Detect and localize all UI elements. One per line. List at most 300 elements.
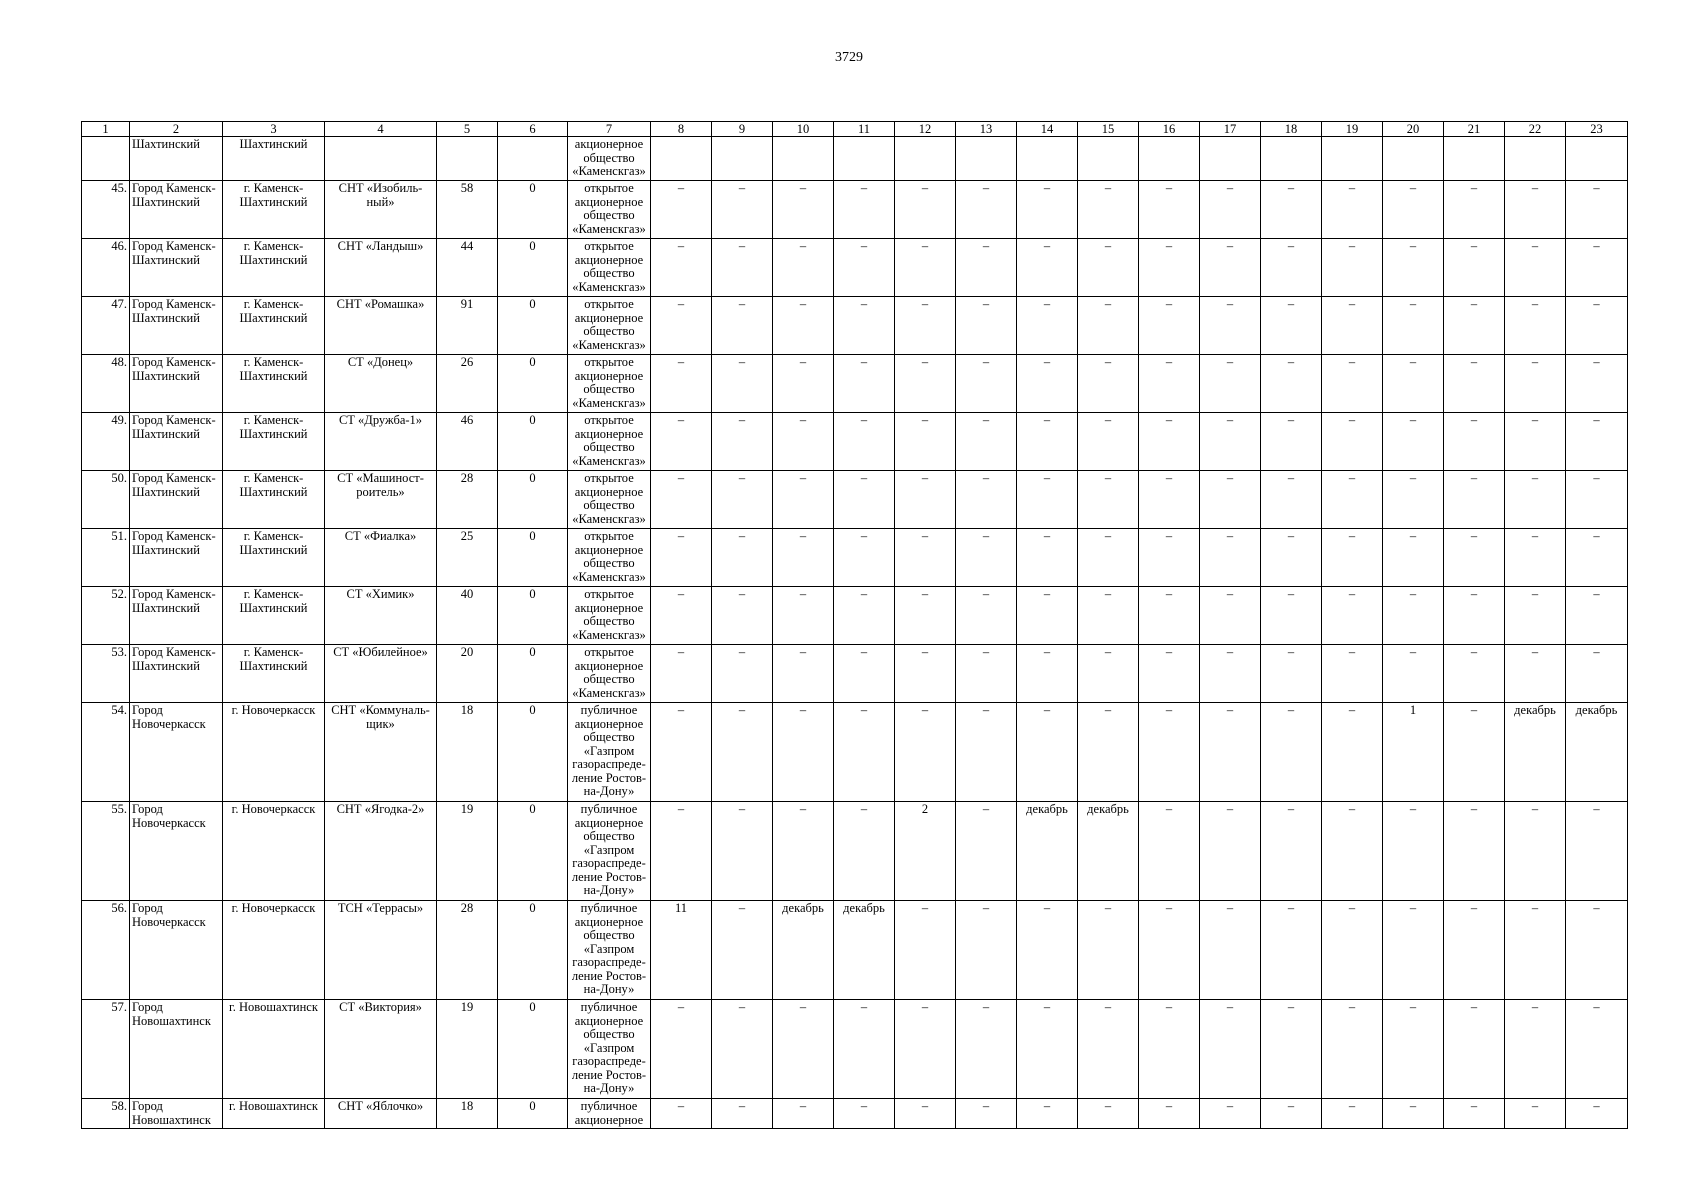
cell-col-22: декабрь bbox=[1505, 703, 1566, 802]
cell-col-16: – bbox=[1139, 901, 1200, 1000]
cell-col-22: – bbox=[1505, 413, 1566, 471]
cell-col-12: – bbox=[895, 355, 956, 413]
cell-col-15: декабрь bbox=[1078, 802, 1139, 901]
cell-col-12: 2 bbox=[895, 802, 956, 901]
cell-col-5: 26 bbox=[437, 355, 498, 413]
cell-col-6 bbox=[498, 137, 568, 181]
cell-col-23: – bbox=[1566, 901, 1628, 1000]
cell-col-1: 46. bbox=[82, 239, 130, 297]
cell-col-12: – bbox=[895, 181, 956, 239]
cell-col-8: – bbox=[651, 239, 712, 297]
cell-col-1: 53. bbox=[82, 645, 130, 703]
cell-col-5 bbox=[437, 137, 498, 181]
cell-col-17: – bbox=[1200, 1099, 1261, 1129]
cell-col-20: – bbox=[1383, 645, 1444, 703]
cell-col-23: – bbox=[1566, 355, 1628, 413]
cell-col-10: – bbox=[773, 703, 834, 802]
cell-col-13: – bbox=[956, 587, 1017, 645]
cell-col-5: 19 bbox=[437, 1000, 498, 1099]
cell-col-18: – bbox=[1261, 355, 1322, 413]
cell-col-9: – bbox=[712, 802, 773, 901]
cell-col-16: – bbox=[1139, 703, 1200, 802]
cell-col-12 bbox=[895, 137, 956, 181]
cell-col-5: 58 bbox=[437, 181, 498, 239]
cell-col-21: – bbox=[1444, 529, 1505, 587]
cell-col-20: – bbox=[1383, 1000, 1444, 1099]
cell-col-21: – bbox=[1444, 802, 1505, 901]
cell-col-14: – bbox=[1017, 413, 1078, 471]
cell-col-17: – bbox=[1200, 901, 1261, 1000]
cell-col-11: – bbox=[834, 645, 895, 703]
cell-col-21: – bbox=[1444, 645, 1505, 703]
column-number-15: 15 bbox=[1078, 122, 1139, 137]
cell-col-2: Город Каменск-Шахтинский bbox=[130, 645, 223, 703]
cell-col-13: – bbox=[956, 1099, 1017, 1129]
cell-col-7: открытое акционерное общество «Каменскгаз» bbox=[568, 587, 651, 645]
cell-col-4: СТ «Фиалка» bbox=[325, 529, 437, 587]
cell-col-10: – bbox=[773, 297, 834, 355]
cell-col-18: – bbox=[1261, 297, 1322, 355]
cell-col-16: – bbox=[1139, 355, 1200, 413]
cell-col-6: 0 bbox=[498, 181, 568, 239]
cell-col-19: – bbox=[1322, 181, 1383, 239]
cell-col-15: – bbox=[1078, 1000, 1139, 1099]
cell-col-2: Город Каменск-Шахтинский bbox=[130, 181, 223, 239]
cell-col-4: СТ «Химик» bbox=[325, 587, 437, 645]
cell-col-4 bbox=[325, 137, 437, 181]
cell-col-15: – bbox=[1078, 703, 1139, 802]
cell-col-7: открытое акционерное общество «Каменскгаз» bbox=[568, 529, 651, 587]
cell-col-13: – bbox=[956, 239, 1017, 297]
column-number-23: 23 bbox=[1566, 122, 1628, 137]
cell-col-12: – bbox=[895, 587, 956, 645]
cell-col-10: – bbox=[773, 181, 834, 239]
cell-col-10: – bbox=[773, 355, 834, 413]
cell-col-8: – bbox=[651, 529, 712, 587]
cell-col-13: – bbox=[956, 529, 1017, 587]
cell-col-8: – bbox=[651, 413, 712, 471]
cell-col-2: Город Новочеркасск bbox=[130, 703, 223, 802]
cell-col-18: – bbox=[1261, 239, 1322, 297]
cell-col-7: открытое акционерное общество «Каменскгаз» bbox=[568, 471, 651, 529]
cell-col-9: – bbox=[712, 297, 773, 355]
cell-col-13: – bbox=[956, 703, 1017, 802]
cell-col-9: – bbox=[712, 1000, 773, 1099]
table-row bbox=[82, 529, 1628, 587]
cell-col-3: г. Новошахтинск bbox=[223, 1000, 325, 1099]
cell-col-23: – bbox=[1566, 239, 1628, 297]
cell-col-4: СТ «Виктория» bbox=[325, 1000, 437, 1099]
cell-col-15: – bbox=[1078, 413, 1139, 471]
cell-col-20: – bbox=[1383, 355, 1444, 413]
cell-col-10: – bbox=[773, 471, 834, 529]
column-number-18: 18 bbox=[1261, 122, 1322, 137]
cell-col-8: – bbox=[651, 1099, 712, 1129]
cell-col-20: – bbox=[1383, 239, 1444, 297]
cell-col-2: Город Каменск-Шахтинский bbox=[130, 239, 223, 297]
cell-col-17: – bbox=[1200, 529, 1261, 587]
cell-col-15: – bbox=[1078, 1099, 1139, 1129]
table-row bbox=[82, 802, 1628, 901]
cell-col-14: – bbox=[1017, 645, 1078, 703]
cell-col-19: – bbox=[1322, 901, 1383, 1000]
cell-col-14: – bbox=[1017, 587, 1078, 645]
cell-col-17: – bbox=[1200, 181, 1261, 239]
cell-col-15: – bbox=[1078, 297, 1139, 355]
cell-col-14: декабрь bbox=[1017, 802, 1078, 901]
cell-col-9: – bbox=[712, 413, 773, 471]
cell-col-19: – bbox=[1322, 471, 1383, 529]
cell-col-21: – bbox=[1444, 239, 1505, 297]
cell-col-18: – bbox=[1261, 703, 1322, 802]
cell-col-7: публичное акционерное общество «Газпром газораспреде-ление Ростов-на-Дону» bbox=[568, 901, 651, 1000]
cell-col-4: СНТ «Изобиль-ный» bbox=[325, 181, 437, 239]
cell-col-17: – bbox=[1200, 239, 1261, 297]
cell-col-10: декабрь bbox=[773, 901, 834, 1000]
cell-col-18: – bbox=[1261, 645, 1322, 703]
cell-col-13: – bbox=[956, 181, 1017, 239]
cell-col-18: – bbox=[1261, 181, 1322, 239]
cell-col-14: – bbox=[1017, 471, 1078, 529]
cell-col-2: Город Новочеркасск bbox=[130, 901, 223, 1000]
column-number-21: 21 bbox=[1444, 122, 1505, 137]
cell-col-7: публичное акционерное общество «Газпром газораспреде-ление Ростов-на-Дону» bbox=[568, 1000, 651, 1099]
column-number-6: 6 bbox=[498, 122, 568, 137]
cell-col-22: – bbox=[1505, 239, 1566, 297]
cell-col-14 bbox=[1017, 137, 1078, 181]
cell-col-15: – bbox=[1078, 239, 1139, 297]
continuation-row bbox=[82, 137, 1628, 181]
cell-col-2: Город Каменск-Шахтинский bbox=[130, 587, 223, 645]
cell-col-10: – bbox=[773, 413, 834, 471]
cell-col-6: 0 bbox=[498, 802, 568, 901]
cell-col-10: – bbox=[773, 1000, 834, 1099]
cell-col-23: – bbox=[1566, 1000, 1628, 1099]
table-row bbox=[82, 645, 1628, 703]
cell-col-14: – bbox=[1017, 297, 1078, 355]
column-number-4: 4 bbox=[325, 122, 437, 137]
cell-col-19: – bbox=[1322, 703, 1383, 802]
cell-col-8: – bbox=[651, 297, 712, 355]
cell-col-5: 28 bbox=[437, 901, 498, 1000]
cell-col-3: г. Каменск-Шахтинский bbox=[223, 413, 325, 471]
cell-col-16: – bbox=[1139, 802, 1200, 901]
cell-col-9: – bbox=[712, 901, 773, 1000]
cell-col-16: – bbox=[1139, 181, 1200, 239]
cell-col-7: открытое акционерное общество «Каменскгаз» bbox=[568, 645, 651, 703]
cell-col-19: – bbox=[1322, 413, 1383, 471]
cell-col-1: 50. bbox=[82, 471, 130, 529]
cell-col-2: Город Новошахтинск bbox=[130, 1099, 223, 1129]
cell-col-22: – bbox=[1505, 901, 1566, 1000]
cell-col-14: – bbox=[1017, 239, 1078, 297]
column-number-17: 17 bbox=[1200, 122, 1261, 137]
cell-col-3: г. Новошахтинск bbox=[223, 1099, 325, 1129]
cell-col-17: – bbox=[1200, 413, 1261, 471]
cell-col-16: – bbox=[1139, 1099, 1200, 1129]
cell-col-14: – bbox=[1017, 703, 1078, 802]
cell-col-7: публичное акционерное общество «Газпром газораспреде-ление Ростов-на-Дону» bbox=[568, 703, 651, 802]
table-row bbox=[82, 413, 1628, 471]
cell-col-10: – bbox=[773, 1099, 834, 1129]
cell-col-17: – bbox=[1200, 297, 1261, 355]
cell-col-8: – bbox=[651, 802, 712, 901]
cell-col-4: СНТ «Ромашка» bbox=[325, 297, 437, 355]
cell-col-2: Город Каменск-Шахтинский bbox=[130, 529, 223, 587]
cell-col-13 bbox=[956, 137, 1017, 181]
cell-col-21: – bbox=[1444, 413, 1505, 471]
cell-col-4: СНТ «Яблочко» bbox=[325, 1099, 437, 1129]
cell-col-20: – bbox=[1383, 471, 1444, 529]
cell-col-1: 57. bbox=[82, 1000, 130, 1099]
cell-col-5: 91 bbox=[437, 297, 498, 355]
column-number-14: 14 bbox=[1017, 122, 1078, 137]
cell-col-2: Город Каменск-Шахтинский bbox=[130, 413, 223, 471]
cell-col-8 bbox=[651, 137, 712, 181]
cell-col-14: – bbox=[1017, 1099, 1078, 1129]
cell-col-11: декабрь bbox=[834, 901, 895, 1000]
cell-col-16: – bbox=[1139, 297, 1200, 355]
cell-col-4: СТ «Донец» bbox=[325, 355, 437, 413]
cell-col-7: акционерное общество «Каменскгаз» bbox=[568, 137, 651, 181]
cell-col-9: – bbox=[712, 239, 773, 297]
cell-col-8: – bbox=[651, 471, 712, 529]
cell-col-23: – bbox=[1566, 645, 1628, 703]
cell-col-6: 0 bbox=[498, 297, 568, 355]
cell-col-20: – bbox=[1383, 1099, 1444, 1129]
cell-col-11: – bbox=[834, 181, 895, 239]
cell-col-3: г. Каменск-Шахтинский bbox=[223, 587, 325, 645]
table-row bbox=[82, 703, 1628, 802]
cell-col-8: – bbox=[651, 1000, 712, 1099]
cell-col-18: – bbox=[1261, 901, 1322, 1000]
column-number-20: 20 bbox=[1383, 122, 1444, 137]
cell-col-11: – bbox=[834, 471, 895, 529]
cell-col-6: 0 bbox=[498, 645, 568, 703]
cell-col-5: 18 bbox=[437, 703, 498, 802]
cell-col-23: – bbox=[1566, 802, 1628, 901]
cell-col-16: – bbox=[1139, 529, 1200, 587]
cell-col-8: – bbox=[651, 587, 712, 645]
table-row bbox=[82, 901, 1628, 1000]
cell-col-3: г. Каменск-Шахтинский bbox=[223, 645, 325, 703]
cell-col-14: – bbox=[1017, 181, 1078, 239]
column-number-22: 22 bbox=[1505, 122, 1566, 137]
cell-col-11: – bbox=[834, 297, 895, 355]
cell-col-18: – bbox=[1261, 802, 1322, 901]
column-number-11: 11 bbox=[834, 122, 895, 137]
cell-col-6: 0 bbox=[498, 355, 568, 413]
cell-col-16: – bbox=[1139, 239, 1200, 297]
cell-col-20: – bbox=[1383, 901, 1444, 1000]
cell-col-21: – bbox=[1444, 297, 1505, 355]
cell-col-18: – bbox=[1261, 587, 1322, 645]
table-row bbox=[82, 355, 1628, 413]
cell-col-1: 55. bbox=[82, 802, 130, 901]
cell-col-11: – bbox=[834, 703, 895, 802]
cell-col-11: – bbox=[834, 355, 895, 413]
cell-col-17: – bbox=[1200, 1000, 1261, 1099]
cell-col-19: – bbox=[1322, 1099, 1383, 1129]
page-number: 3729 bbox=[835, 50, 863, 65]
column-number-3: 3 bbox=[223, 122, 325, 137]
cell-col-2: Город Новошахтинск bbox=[130, 1000, 223, 1099]
cell-col-12: – bbox=[895, 645, 956, 703]
cell-col-8: 11 bbox=[651, 901, 712, 1000]
cell-col-19: – bbox=[1322, 645, 1383, 703]
cell-col-3: г. Каменск-Шахтинский bbox=[223, 239, 325, 297]
cell-col-13: – bbox=[956, 901, 1017, 1000]
cell-col-22: – bbox=[1505, 1000, 1566, 1099]
column-number-5: 5 bbox=[437, 122, 498, 137]
column-number-13: 13 bbox=[956, 122, 1017, 137]
column-number-12: 12 bbox=[895, 122, 956, 137]
column-number-header-row bbox=[82, 122, 1628, 137]
cell-col-13: – bbox=[956, 645, 1017, 703]
cell-col-18: – bbox=[1261, 471, 1322, 529]
cell-col-10: – bbox=[773, 645, 834, 703]
cell-col-13: – bbox=[956, 297, 1017, 355]
cell-col-2: Город Каменск-Шахтинский bbox=[130, 297, 223, 355]
cell-col-11: – bbox=[834, 1000, 895, 1099]
cell-col-9 bbox=[712, 137, 773, 181]
cell-col-21 bbox=[1444, 137, 1505, 181]
cell-col-6: 0 bbox=[498, 529, 568, 587]
cell-col-21: – bbox=[1444, 901, 1505, 1000]
cell-col-21: – bbox=[1444, 1099, 1505, 1129]
cell-col-6: 0 bbox=[498, 587, 568, 645]
table-row bbox=[82, 297, 1628, 355]
cell-col-23: – bbox=[1566, 587, 1628, 645]
cell-col-20: – bbox=[1383, 802, 1444, 901]
cell-col-22: – bbox=[1505, 587, 1566, 645]
cell-col-9: – bbox=[712, 645, 773, 703]
cell-col-8: – bbox=[651, 355, 712, 413]
cell-col-7: открытое акционерное общество «Каменскгаз» bbox=[568, 181, 651, 239]
cell-col-7: открытое акционерное общество «Каменскгаз» bbox=[568, 413, 651, 471]
cell-col-4: СТ «Машиност-роитель» bbox=[325, 471, 437, 529]
cell-col-15: – bbox=[1078, 355, 1139, 413]
table-row bbox=[82, 1000, 1628, 1099]
cell-col-5: 46 bbox=[437, 413, 498, 471]
cell-col-19 bbox=[1322, 137, 1383, 181]
cell-col-17: – bbox=[1200, 802, 1261, 901]
cell-col-21: – bbox=[1444, 1000, 1505, 1099]
cell-col-21: – bbox=[1444, 181, 1505, 239]
cell-col-16: – bbox=[1139, 413, 1200, 471]
cell-col-15: – bbox=[1078, 529, 1139, 587]
cell-col-2: Город Каменск-Шахтинский bbox=[130, 471, 223, 529]
cell-col-15: – bbox=[1078, 181, 1139, 239]
cell-col-12: – bbox=[895, 529, 956, 587]
cell-col-7: открытое акционерное общество «Каменскгаз» bbox=[568, 355, 651, 413]
cell-col-15: – bbox=[1078, 645, 1139, 703]
cell-col-19: – bbox=[1322, 587, 1383, 645]
cell-col-6: 0 bbox=[498, 703, 568, 802]
cell-col-6: 0 bbox=[498, 471, 568, 529]
column-number-1: 1 bbox=[82, 122, 130, 137]
cell-col-9: – bbox=[712, 1099, 773, 1129]
cell-col-21: – bbox=[1444, 703, 1505, 802]
cell-col-21: – bbox=[1444, 471, 1505, 529]
cell-col-12: – bbox=[895, 239, 956, 297]
cell-col-18: – bbox=[1261, 413, 1322, 471]
cell-col-6: 0 bbox=[498, 901, 568, 1000]
cell-col-8: – bbox=[651, 181, 712, 239]
cell-col-8: – bbox=[651, 703, 712, 802]
cell-col-19: – bbox=[1322, 355, 1383, 413]
cell-col-6: 0 bbox=[498, 1099, 568, 1129]
cell-col-18 bbox=[1261, 137, 1322, 181]
cell-col-1: 45. bbox=[82, 181, 130, 239]
cell-col-3: г. Новочеркасск bbox=[223, 901, 325, 1000]
cell-col-5: 20 bbox=[437, 645, 498, 703]
cell-col-4: СНТ «Ландыш» bbox=[325, 239, 437, 297]
cell-col-14: – bbox=[1017, 355, 1078, 413]
cell-col-7: открытое акционерное общество «Каменскгаз» bbox=[568, 297, 651, 355]
cell-col-14: – bbox=[1017, 1000, 1078, 1099]
cell-col-17: – bbox=[1200, 645, 1261, 703]
cell-col-3: г. Каменск-Шахтинский bbox=[223, 471, 325, 529]
cell-col-4: ТСН «Террасы» bbox=[325, 901, 437, 1000]
cell-col-12: – bbox=[895, 471, 956, 529]
cell-col-15: – bbox=[1078, 587, 1139, 645]
cell-col-20 bbox=[1383, 137, 1444, 181]
cell-col-10: – bbox=[773, 802, 834, 901]
cell-col-18: – bbox=[1261, 1099, 1322, 1129]
cell-col-7: открытое акционерное общество «Каменскгаз» bbox=[568, 239, 651, 297]
cell-col-13: – bbox=[956, 1000, 1017, 1099]
cell-col-3: г. Новочеркасск bbox=[223, 802, 325, 901]
cell-col-1: 47. bbox=[82, 297, 130, 355]
cell-col-2: Шахтинский bbox=[130, 137, 223, 181]
cell-col-23: – bbox=[1566, 181, 1628, 239]
cell-col-22: – bbox=[1505, 355, 1566, 413]
cell-col-4: СТ «Дружба-1» bbox=[325, 413, 437, 471]
cell-col-9: – bbox=[712, 355, 773, 413]
cell-col-20: 1 bbox=[1383, 703, 1444, 802]
cell-col-20: – bbox=[1383, 587, 1444, 645]
cell-col-15: – bbox=[1078, 471, 1139, 529]
cell-col-21: – bbox=[1444, 587, 1505, 645]
cell-col-1: 56. bbox=[82, 901, 130, 1000]
cell-col-16 bbox=[1139, 137, 1200, 181]
cell-col-9: – bbox=[712, 587, 773, 645]
cell-col-17 bbox=[1200, 137, 1261, 181]
cell-col-7: публичное акционерное bbox=[568, 1099, 651, 1129]
cell-col-22: – bbox=[1505, 645, 1566, 703]
cell-col-11: – bbox=[834, 529, 895, 587]
cell-col-17: – bbox=[1200, 471, 1261, 529]
cell-col-16: – bbox=[1139, 471, 1200, 529]
table-row bbox=[82, 239, 1628, 297]
cell-col-9: – bbox=[712, 529, 773, 587]
cell-col-15: – bbox=[1078, 901, 1139, 1000]
cell-col-22: – bbox=[1505, 529, 1566, 587]
column-number-7: 7 bbox=[568, 122, 651, 137]
cell-col-6: 0 bbox=[498, 413, 568, 471]
cell-col-5: 44 bbox=[437, 239, 498, 297]
cell-col-1: 54. bbox=[82, 703, 130, 802]
cell-col-13: – bbox=[956, 802, 1017, 901]
cell-col-19: – bbox=[1322, 239, 1383, 297]
cell-col-23: – bbox=[1566, 471, 1628, 529]
cell-col-20: – bbox=[1383, 413, 1444, 471]
column-number-2: 2 bbox=[130, 122, 223, 137]
cell-col-4: СНТ «Коммуналь-щик» bbox=[325, 703, 437, 802]
cell-col-16: – bbox=[1139, 587, 1200, 645]
cell-col-13: – bbox=[956, 355, 1017, 413]
